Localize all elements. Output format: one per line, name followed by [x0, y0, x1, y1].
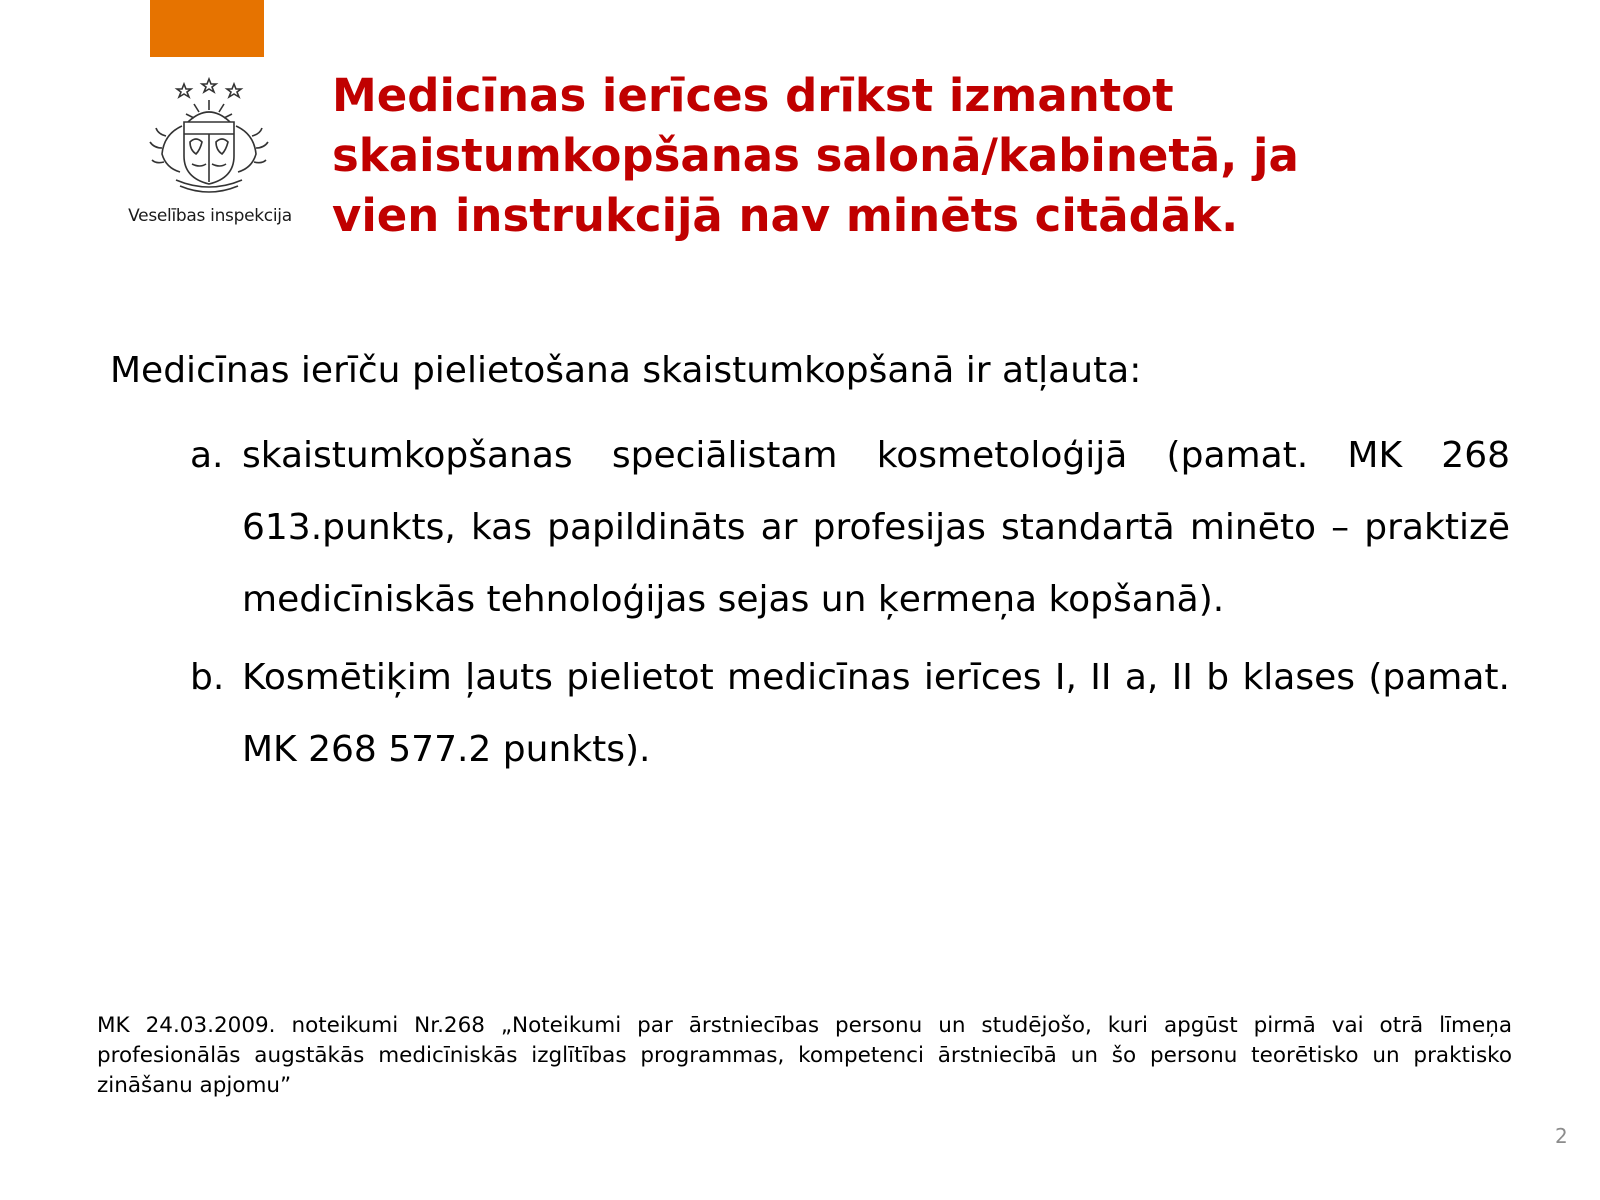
list-marker-a: a.: [190, 435, 224, 476]
footnote: MK 24.03.2009. noteikumi Nr.268 „Noteikumi par ārstniecības personu un studējošo, kuri apgūst pirmā vai otrā līmeņa profesionālās augstākās medicīniskās izglītības programmas, kompetenci ārstniecībā un šo personu teorētisko un praktisko zināšanu apjomu”: [97, 1013, 1512, 1098]
list-item-text-b: Kosmētiķim ļauts pielietot medicīnas ierīces I, II a, II b klases (pamat. MK 268 577.2 punkts).: [242, 657, 1510, 770]
list-item-b: [190, 642, 1510, 786]
page-number: 2: [1555, 1124, 1568, 1148]
accent-bar: [150, 0, 264, 57]
logo-caption: Veselības inspekcija: [128, 206, 292, 226]
list-item-a: [190, 420, 1510, 636]
coat-of-arms-icon: [146, 76, 272, 194]
slide-title: Medicīnas ierīces drīkst izmantot skaistumkopšanas salonā/kabinetā, ja vien instrukcijā nav minēts citādāk.: [332, 69, 1299, 242]
intro-text: Medicīnas ierīču pielietošana skaistumkopšanā ir atļauta:: [110, 350, 1142, 391]
list-item-text-a: skaistumkopšanas speciālistam kosmetoloģijā (pamat. MK 268 613.punkts, kas papildināts ar profesijas standartā minēto – praktizē medicīniskās tehnoloģijas sejas un ķermeņa kopšanā).: [242, 435, 1510, 620]
item-list: [190, 420, 1510, 792]
logo: [110, 76, 310, 236]
list-marker-b: b.: [190, 657, 225, 698]
